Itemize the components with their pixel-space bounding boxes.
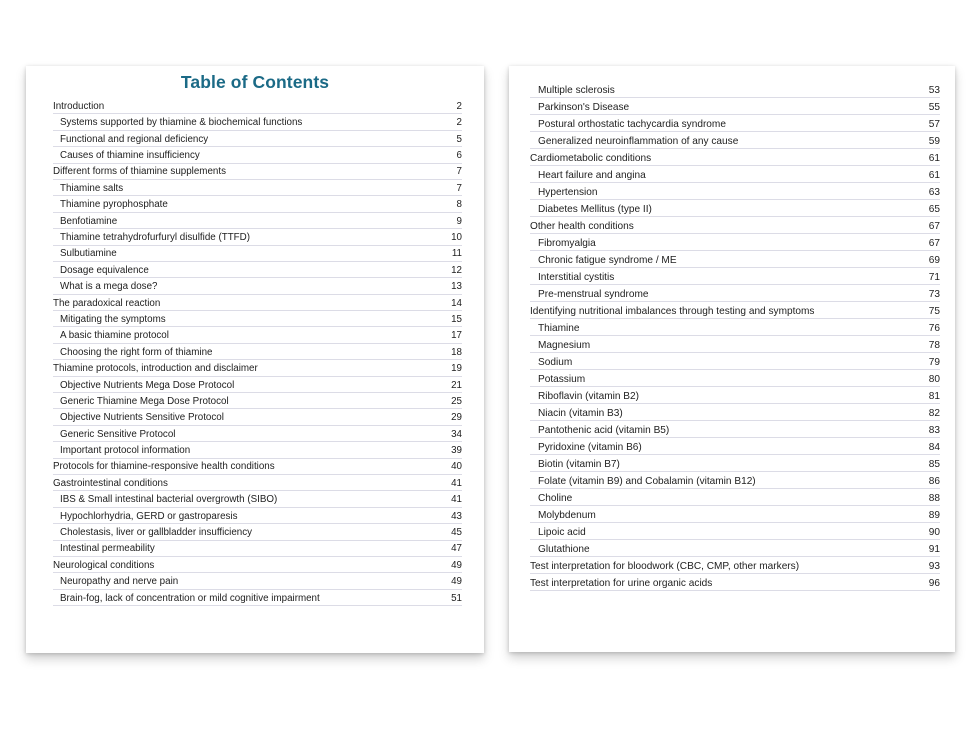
toc-entry-page-number: 90 xyxy=(928,526,940,538)
toc-entry[interactable] xyxy=(530,438,940,455)
toc-entry-label: Other health conditions xyxy=(530,220,634,232)
toc-entry[interactable] xyxy=(53,196,462,212)
toc-entry-label: Objective Nutrients Mega Dose Protocol xyxy=(60,379,235,391)
toc-entry-label: Thiamine tetrahydrofurfuryl disulfide (TTFD) xyxy=(60,232,251,244)
toc-entry[interactable] xyxy=(530,285,940,302)
toc-entry-label: Neurological conditions xyxy=(53,559,155,571)
toc-entry[interactable] xyxy=(53,131,462,147)
toc-entry-page-number: 88 xyxy=(928,492,940,504)
toc-entry-page-number: 5 xyxy=(456,133,462,145)
toc-entry-label: Interstitial cystitis xyxy=(538,271,615,283)
toc-entry[interactable] xyxy=(530,183,940,200)
toc-entry-page-number: 11 xyxy=(451,248,462,260)
toc-entry[interactable] xyxy=(530,540,940,557)
toc-entry[interactable] xyxy=(530,81,940,98)
toc-entry[interactable] xyxy=(530,506,940,523)
toc-entry-page-number: 84 xyxy=(928,441,940,453)
toc-entry-page-number: 21 xyxy=(451,379,462,391)
toc-entry-label: Neuropathy and nerve pain xyxy=(60,576,179,588)
toc-entry[interactable] xyxy=(53,590,462,606)
toc-entry-page-number: 41 xyxy=(451,477,462,489)
toc-entry-label: Functional and regional deficiency xyxy=(60,133,209,145)
toc-entry-page-number: 63 xyxy=(928,186,940,198)
toc-entry-label: Identifying nutritional imbalances through testing and symptoms xyxy=(530,305,815,317)
toc-entry[interactable] xyxy=(530,557,940,574)
toc-entry-label: Cardiometabolic conditions xyxy=(530,152,652,164)
toc-entry-page-number: 83 xyxy=(928,424,940,436)
toc-entry-page-number: 10 xyxy=(451,232,462,244)
toc-entry-label: Objective Nutrients Sensitive Protocol xyxy=(60,412,224,424)
toc-entry[interactable] xyxy=(53,327,462,343)
toc-entry[interactable] xyxy=(530,489,940,506)
toc-entry-label: Causes of thiamine insufficiency xyxy=(60,150,200,162)
toc-entry[interactable] xyxy=(53,508,462,524)
toc-entry-label: Fibromyalgia xyxy=(538,237,596,249)
toc-entry[interactable] xyxy=(530,166,940,183)
toc-entry-page-number: 45 xyxy=(451,527,462,539)
toc-entry[interactable] xyxy=(53,426,462,442)
toc-entry-label: Pre-menstrual syndrome xyxy=(538,288,649,300)
toc-entry-label: A basic thiamine protocol xyxy=(60,330,169,342)
toc-entry-page-number: 96 xyxy=(928,577,940,589)
toc-entry-label: Glutathione xyxy=(538,543,590,555)
toc-entry-page-number: 51 xyxy=(451,592,462,604)
toc-entry[interactable] xyxy=(53,147,462,163)
toc-entry[interactable] xyxy=(530,302,940,319)
toc-entry-page-number: 7 xyxy=(456,166,462,178)
toc-entry-label: IBS & Small intestinal bacterial overgrowth (SIBO) xyxy=(60,494,278,506)
toc-entry[interactable] xyxy=(53,360,462,376)
toc-entry-label: Thiamine salts xyxy=(60,182,124,194)
toc-entry-label: Hypertension xyxy=(538,186,598,198)
toc-entry-page-number: 67 xyxy=(928,220,940,232)
toc-entry-page-number: 2 xyxy=(456,100,462,112)
toc-entry[interactable] xyxy=(530,217,940,234)
toc-entry-page-number: 40 xyxy=(451,461,462,473)
toc-entry[interactable] xyxy=(53,98,462,114)
toc-entry[interactable] xyxy=(530,336,940,353)
toc-entry-page-number: 93 xyxy=(928,560,940,572)
toc-entry-label: Multiple sclerosis xyxy=(538,84,615,96)
toc-entry-label: Diabetes Mellitus (type II) xyxy=(538,203,652,215)
toc-entry[interactable] xyxy=(53,541,462,557)
toc-entry-page-number: 73 xyxy=(928,288,940,300)
toc-entry[interactable] xyxy=(530,523,940,540)
toc-entry-page-number: 15 xyxy=(451,313,462,325)
toc-entry-label: Test interpretation for urine organic acids xyxy=(530,577,713,589)
toc-entry-page-number: 61 xyxy=(928,169,940,181)
toc-entry-label: What is a mega dose? xyxy=(60,281,158,293)
toc-entry[interactable] xyxy=(53,278,462,294)
toc-entry-page-number: 76 xyxy=(928,322,940,334)
toc-entry-label: Dosage equivalence xyxy=(60,264,149,276)
toc-entry-label: Parkinson's Disease xyxy=(538,101,630,113)
toc-entry-page-number: 67 xyxy=(928,237,940,249)
toc-entry-page-number: 85 xyxy=(928,458,940,470)
toc-entry[interactable] xyxy=(53,213,462,229)
toc-entry[interactable] xyxy=(530,115,940,132)
toc-entry-label: Biotin (vitamin B7) xyxy=(538,458,620,470)
toc-entry[interactable] xyxy=(530,370,940,387)
toc-entry-label: Hypochlorhydria, GERD or gastroparesis xyxy=(60,510,238,522)
toc-entry[interactable] xyxy=(530,387,940,404)
toc-entry-page-number: 29 xyxy=(451,412,462,424)
toc-entry-page-number: 78 xyxy=(928,339,940,351)
toc-entry-page-number: 71 xyxy=(928,271,940,283)
toc-entry-label: Heart failure and angina xyxy=(538,169,646,181)
toc-entry-label: Thiamine xyxy=(538,322,580,334)
toc-entry-page-number: 80 xyxy=(928,373,940,385)
toc-entry[interactable] xyxy=(53,295,462,311)
toc-entry-page-number: 79 xyxy=(928,356,940,368)
toc-entry-label: Thiamine protocols, introduction and disclaimer xyxy=(53,363,258,375)
toc-entry[interactable] xyxy=(530,251,940,268)
toc-entry-label: Protocols for thiamine-responsive health conditions xyxy=(53,461,275,473)
toc-entry[interactable] xyxy=(530,353,940,370)
toc-entry[interactable] xyxy=(53,180,462,196)
toc-entry-label: Important protocol information xyxy=(60,445,191,457)
toc-entry-page-number: 59 xyxy=(928,135,940,147)
toc-entry-label: Niacin (vitamin B3) xyxy=(538,407,623,419)
toc-entry-label: Pantothenic acid (vitamin B5) xyxy=(538,424,670,436)
toc-entry[interactable] xyxy=(53,491,462,507)
toc-entry[interactable] xyxy=(530,421,940,438)
toc-entry-page-number: 75 xyxy=(928,305,940,317)
toc-entry[interactable] xyxy=(53,164,462,180)
toc-entry-label: Cholestasis, liver or gallbladder insufficiency xyxy=(60,527,253,539)
toc-entry-label: Riboflavin (vitamin B2) xyxy=(538,390,639,402)
toc-entry-label: Brain-fog, lack of concentration or mild cognitive impairment xyxy=(60,592,320,604)
toc-entry-page-number: 19 xyxy=(451,363,462,375)
toc-entry-label: Choline xyxy=(538,492,573,504)
toc-entry[interactable] xyxy=(53,409,462,425)
toc-entry-label: Benfotiamine xyxy=(60,215,118,227)
toc-entry-page-number: 18 xyxy=(451,346,462,358)
toc-entry[interactable] xyxy=(53,246,462,262)
toc-entry-page-number: 14 xyxy=(451,297,462,309)
toc-list-right xyxy=(530,81,940,591)
toc-list-left xyxy=(53,98,462,606)
toc-entry-page-number: 91 xyxy=(928,543,940,555)
toc-entry-page-number: 6 xyxy=(456,150,462,162)
toc-entry[interactable] xyxy=(53,262,462,278)
toc-entry-page-number: 81 xyxy=(928,390,940,402)
toc-entry-page-number: 49 xyxy=(451,576,462,588)
toc-entry-page-number: 57 xyxy=(928,118,940,130)
toc-entry[interactable] xyxy=(53,229,462,245)
toc-entry[interactable] xyxy=(53,573,462,589)
toc-entry-page-number: 69 xyxy=(928,254,940,266)
toc-page-left xyxy=(26,66,484,653)
toc-entry[interactable] xyxy=(530,234,940,251)
toc-entry[interactable] xyxy=(530,472,940,489)
page-title: Table of Contents xyxy=(180,72,330,92)
toc-entry-label: Generic Thiamine Mega Dose Protocol xyxy=(60,395,229,407)
toc-entry-page-number: 49 xyxy=(451,559,462,571)
toc-entry[interactable] xyxy=(530,455,940,472)
toc-entry[interactable] xyxy=(530,268,940,285)
toc-entry-page-number: 34 xyxy=(451,428,462,440)
toc-entry-page-number: 41 xyxy=(451,494,462,506)
toc-entry-label: Generic Sensitive Protocol xyxy=(60,428,176,440)
toc-entry-page-number: 2 xyxy=(456,117,462,129)
toc-entry[interactable] xyxy=(530,404,940,421)
toc-entry[interactable] xyxy=(530,132,940,149)
toc-entry-page-number: 61 xyxy=(928,152,940,164)
toc-entry[interactable] xyxy=(53,557,462,573)
toc-entry-page-number: 53 xyxy=(928,84,940,96)
toc-entry-page-number: 7 xyxy=(456,182,462,194)
toc-entry-page-number: 12 xyxy=(451,264,462,276)
toc-entry[interactable] xyxy=(530,200,940,217)
toc-entry[interactable] xyxy=(53,311,462,327)
toc-entry-label: The paradoxical reaction xyxy=(53,297,161,309)
toc-entry-label: Magnesium xyxy=(538,339,591,351)
toc-entry[interactable] xyxy=(53,442,462,458)
toc-entry-page-number: 25 xyxy=(451,395,462,407)
toc-entry-page-number: 8 xyxy=(456,199,462,211)
toc-entry-label: Postural orthostatic tachycardia syndrome xyxy=(538,118,726,130)
toc-entry-page-number: 89 xyxy=(928,509,940,521)
toc-entry-label: Introduction xyxy=(53,100,105,112)
toc-entry-page-number: 65 xyxy=(928,203,940,215)
toc-entry-label: Gastrointestinal conditions xyxy=(53,477,168,489)
toc-entry-page-number: 82 xyxy=(928,407,940,419)
toc-entry-page-number: 55 xyxy=(928,101,940,113)
toc-entry-label: Mitigating the symptoms xyxy=(60,313,166,325)
toc-entry[interactable] xyxy=(530,98,940,115)
toc-entry-page-number: 47 xyxy=(451,543,462,555)
toc-entry[interactable] xyxy=(530,319,940,336)
toc-entry-label: Pyridoxine (vitamin B6) xyxy=(538,441,642,453)
toc-entry[interactable] xyxy=(530,574,940,591)
toc-entry[interactable] xyxy=(53,524,462,540)
toc-entry-page-number: 9 xyxy=(456,215,462,227)
toc-entry-label: Sulbutiamine xyxy=(60,248,117,260)
toc-entry-label: Choosing the right form of thiamine xyxy=(60,346,213,358)
toc-entry-label: Sodium xyxy=(538,356,573,368)
toc-entry-label: Molybdenum xyxy=(538,509,596,521)
toc-entry-label: Thiamine pyrophosphate xyxy=(60,199,168,211)
toc-entry-page-number: 86 xyxy=(928,475,940,487)
toc-entry-label: Generalized neuroinflammation of any cause xyxy=(538,135,739,147)
toc-entry-label: Intestinal permeability xyxy=(60,543,155,555)
toc-entry[interactable] xyxy=(53,344,462,360)
toc-entry-label: Folate (vitamin B9) and Cobalamin (vitamin B12) xyxy=(538,475,756,487)
toc-entry-label: Potassium xyxy=(538,373,586,385)
toc-entry[interactable] xyxy=(53,393,462,409)
toc-entry-page-number: 17 xyxy=(451,330,462,342)
toc-entry-label: Different forms of thiamine supplements xyxy=(53,166,226,178)
toc-entry-label: Lipoic acid xyxy=(538,526,586,538)
toc-entry-label: Systems supported by thiamine & biochemical functions xyxy=(60,117,303,129)
toc-entry[interactable] xyxy=(53,114,462,130)
toc-entry[interactable] xyxy=(53,459,462,475)
toc-entry[interactable] xyxy=(53,475,462,491)
toc-entry-label: Test interpretation for bloodwork (CBC, CMP, other markers) xyxy=(530,560,800,572)
toc-entry-label: Chronic fatigue syndrome / ME xyxy=(538,254,677,266)
toc-entry[interactable] xyxy=(53,377,462,393)
toc-entry-page-number: 43 xyxy=(451,510,462,522)
toc-page-right xyxy=(509,66,955,652)
toc-entry-page-number: 39 xyxy=(451,445,462,457)
toc-entry-page-number: 13 xyxy=(451,281,462,293)
toc-entry[interactable] xyxy=(530,149,940,166)
